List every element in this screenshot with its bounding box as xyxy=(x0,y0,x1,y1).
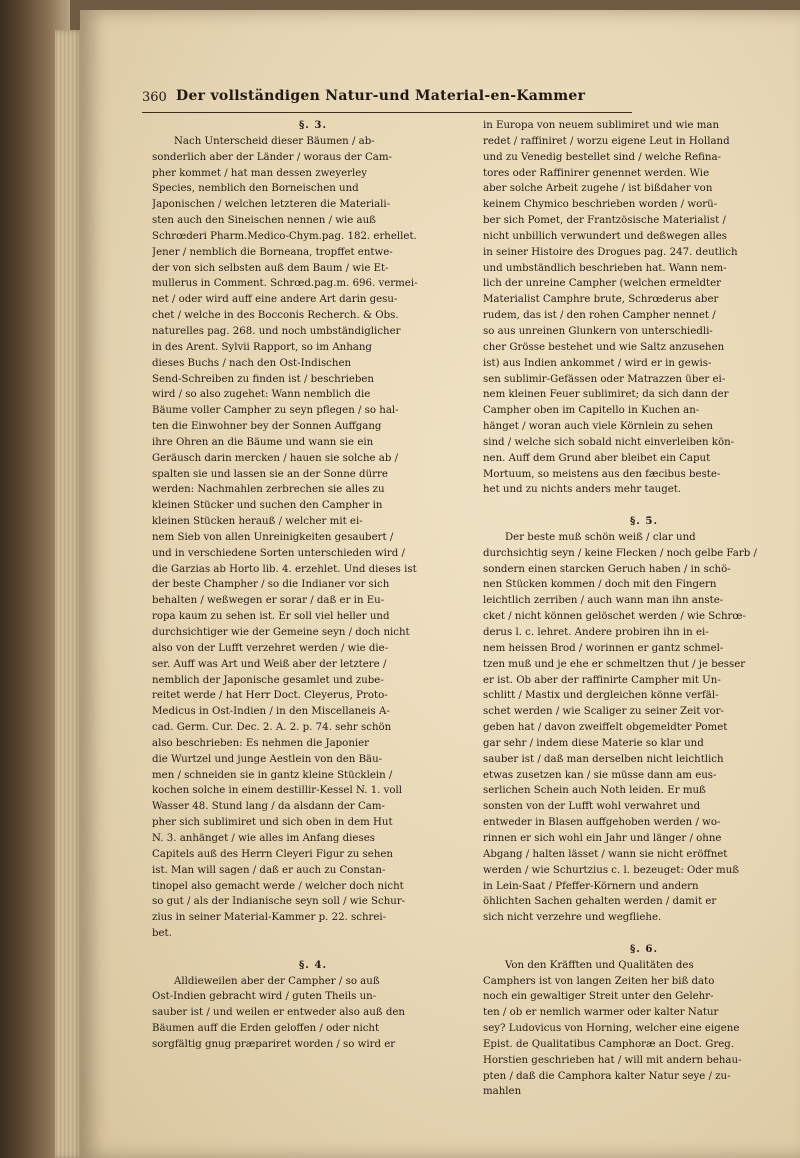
section-heading: §. 4. xyxy=(298,958,328,971)
text-line: ihre Ohren an die Bäume und wann sie ein xyxy=(152,436,374,448)
text-line: Materialist Camphre brute, Schrœderus aber xyxy=(483,294,719,306)
text-line: spalten sie und lassen sie an der Sonne dürre xyxy=(152,468,388,480)
text-line: tzen muß und je ehe er schmeltzen thut / je besser xyxy=(483,658,746,670)
header-rule xyxy=(142,112,632,113)
text-line: mullerus in Comment. Schrœd.pag.m. 696. vermei- xyxy=(152,278,418,290)
section-heading: §. 6. xyxy=(629,942,659,955)
text-line: keinem Chymico beschrieben worden / worü- xyxy=(483,199,718,211)
text-line: sonderlich aber der Länder / woraus der Cam- xyxy=(152,151,392,163)
text-line: Capitels auß des Herrn Cleyeri Figur zu sehen xyxy=(152,848,393,860)
text-line: Medicus in Ost-Indien / in den Miscellaneis A- xyxy=(152,706,390,718)
text-line: noch ein gewaltiger Streit unter den Gelehr- xyxy=(483,991,714,1003)
text-line: ist. Man will sagen / daß er auch zu Constan- xyxy=(152,864,386,876)
text-line: also von der Lufft verzehret werden / wie die- xyxy=(152,642,389,654)
running-header xyxy=(142,88,642,110)
text-line: nemblich der Japonische gesamlet und zube- xyxy=(152,674,384,686)
text-line: pten / daß die Camphora kalter Natur seye / zu- xyxy=(483,1070,731,1082)
text-line: net / oder wird auff eine andere Art darin gesu- xyxy=(152,294,398,306)
text-line: Horstien geschrieben hat / will mit andern behau- xyxy=(483,1054,742,1066)
running-title: Der vollständigen Natur-und Material-en-Kammer xyxy=(176,88,586,104)
text-line: sorgfältig gnug præpariret worden / so wird er xyxy=(152,1038,396,1050)
text-line: Von den Kräfften und Qualitäten des xyxy=(505,959,694,971)
right-text-column xyxy=(483,118,800,1100)
text-line: chet / welche in des Bocconis Recherch. & Obs. xyxy=(152,310,399,322)
blank-line xyxy=(483,926,800,942)
text-line: etwas zusetzen kan / sie müsse dann am eus- xyxy=(483,769,717,781)
text-line: und zu Venedig bestellet sind / welche Refina- xyxy=(483,151,721,163)
text-line: sten auch den Sineischen nennen / wie auß xyxy=(152,215,376,227)
text-line: tores oder Raffinirer genennet werden. Wie xyxy=(483,167,710,179)
text-line: redet / raffiniret / worzu eigene Leut in Holland xyxy=(483,135,730,147)
text-line: Wasser 48. Stund lang / da alsdann der Cam- xyxy=(152,801,385,813)
text-line: die Wurtzel und junge Aestlein von den Bäu- xyxy=(152,753,383,765)
text-line: geben hat / davon zweiffelt obgemeldter Pomet xyxy=(483,722,728,734)
text-line: Nach Unterscheid dieser Bäumen / ab- xyxy=(174,135,375,147)
text-line: dieses Buchs / nach den Ost-Indischen xyxy=(152,357,352,369)
text-line: derus l. c. lehret. Andere probiren ihn in ei- xyxy=(483,627,709,638)
text-line: sauber ist / daß man derselben nicht leichtlich xyxy=(483,753,724,765)
text-line: hänget / woran auch viele Körnlein zu sehen xyxy=(483,421,713,433)
text-line: gar sehr / indem diese Materie so klar und xyxy=(483,737,704,749)
text-line: bet. xyxy=(152,928,172,940)
text-line: Mortuum, so meistens aus den fæcibus beste- xyxy=(483,468,721,480)
text-line: mahlen xyxy=(483,1086,522,1098)
text-line: sey? Ludovicus von Horning, welcher eine eigene xyxy=(483,1023,740,1035)
text-line: cket / nicht können gelöschet werden / wie Schrœ- xyxy=(483,611,746,623)
text-line: rudem, das ist / den rohen Campher nennet / xyxy=(483,310,716,322)
text-line: nicht unbillich verwundert und deßwegen alles xyxy=(483,230,728,242)
text-line: nem heissen Brod / worinnen er gantz schmel- xyxy=(483,642,724,654)
text-line: sonsten von der Lufft wohl verwahret und xyxy=(483,801,701,813)
text-line: die Garzias ab Horto lib. 4. erzehlet. Und dieses ist xyxy=(152,563,417,575)
text-line: zius in seiner Material-Kammer p. 22. schrei- xyxy=(152,912,387,924)
text-line: pher kommet / hat man dessen zweyerley xyxy=(152,167,368,179)
text-line: so gut / als der Indianische seyn soll / wie Schur- xyxy=(152,896,406,908)
text-line: ist) aus Indien ankommet / wird er in gewis- xyxy=(483,357,712,369)
text-line: werden / wie Schurtzius c. l. bezeuget: Oder muß xyxy=(483,864,740,876)
text-line: Jener / nemblich die Borneana, tropffet entwe- xyxy=(152,246,393,258)
text-line: Bäume voller Campher zu seyn pflegen / so hal- xyxy=(152,405,399,417)
text-line: reitet werde / hat Herr Doct. Cleyerus, Proto- xyxy=(152,690,388,702)
text-line: Japonischen / welchen letzteren die Materiali- xyxy=(152,199,391,211)
text-line: Campher oben im Capitello in Kuchen an- xyxy=(483,405,700,417)
text-line: sind / welche sich sobald nicht einverleiben kön- xyxy=(483,436,735,448)
text-line: so aus unreinen Glunkern von unterschiedli- xyxy=(483,325,713,337)
text-line: rinnen er sich wohl ein Jahr und länger / ohne xyxy=(483,832,722,844)
text-line: kleinen Stücker und suchen den Campher in xyxy=(152,500,383,512)
text-line: sondern einen starcken Geruch haben / in schö- xyxy=(483,563,731,575)
text-line: pher sich sublimiret und sich oben in dem Hut xyxy=(152,817,393,829)
text-line: ser. Auff was Art und Weiß aber der letztere / xyxy=(152,658,387,670)
text-line: cad. Germ. Cur. Dec. 2. A. 2. p. 74. sehr schön xyxy=(152,722,392,734)
text-line: in Europa von neuem sublimiret und wie man xyxy=(483,120,720,131)
text-line: Species, nemblich den Borneischen und xyxy=(152,183,359,195)
text-line: nen Stücken kommen / doch mit den Fingern xyxy=(483,579,717,591)
text-line: Geräusch darin mercken / hauen sie solche ab / xyxy=(152,452,399,464)
text-line: nem Sieb von allen Unreinigkeiten gesaubert / xyxy=(152,531,394,543)
text-line: Send-Schreiben zu finden ist / beschrieben xyxy=(152,373,374,385)
text-line: und in verschiedene Sorten unterschieden wird / xyxy=(152,547,405,559)
section-heading: §. 5. xyxy=(629,515,659,528)
text-line: tinopel also gemacht werde / welcher doch nicht xyxy=(152,880,404,892)
text-line: Camphers ist von langen Zeiten her biß dato xyxy=(483,975,715,987)
text-line: entweder in Blasen auffgehoben werden / wo- xyxy=(483,817,721,829)
text-line: leichtlich zerriben / auch wann man ihn anste- xyxy=(483,595,724,607)
text-line: durchsichtig seyn / keine Flecken / noch gelbe Farb / xyxy=(483,547,757,559)
text-line: der beste Champher / so die Indianer vor sich xyxy=(152,579,390,591)
text-line: wird / so also zugehet: Wann nemblich die xyxy=(152,389,371,401)
left-text-column xyxy=(152,118,474,1053)
text-line: cher Grösse bestehet und wie Saltz anzusehen xyxy=(483,341,725,353)
text-line: Schrœderi Pharm.Medico-Chym.pag. 182. erhellet. xyxy=(152,230,417,242)
text-line: ber sich Pomet, der Frantzösische Materialist / xyxy=(483,215,726,227)
text-line: het und zu nichts anders mehr tauget. xyxy=(483,484,682,496)
text-line: Epist. de Qualitatibus Camphoræ an Doct. Greg. xyxy=(483,1038,735,1050)
section-heading: §. 3. xyxy=(298,119,328,131)
blank-line xyxy=(483,498,800,514)
text-line: sauber ist / und weilen er entweder also auß den xyxy=(152,1007,405,1019)
text-line: Ost-Indien gebracht wird / guten Theils un- xyxy=(152,991,377,1003)
text-line: ropa kaum zu sehen ist. Er soll viel heller und xyxy=(152,611,390,623)
text-line: N. 3. anhänget / wie alles im Anfang dieses xyxy=(152,832,375,844)
text-line: sen sublimir-Gefässen oder Matrazzen über ei- xyxy=(483,373,726,385)
text-line: kochen solche in einem destillir-Kessel N. 1. voll xyxy=(152,785,403,797)
text-line: serlichen Schein auch Noth leiden. Er muß xyxy=(483,785,706,797)
text-line: kleinen Stücken herauß / welcher mit ei- xyxy=(152,516,363,528)
text-line: in seiner Histoire des Drogues pag. 247. deutlich xyxy=(483,246,738,258)
text-line: sich nicht verzehre und wegfliehe. xyxy=(483,912,662,924)
text-line: lich der unreine Campher (welchen ermeldter xyxy=(483,278,721,290)
text-line: werden: Nachmahlen zerbrechen sie alles zu xyxy=(152,484,385,496)
text-line: naturelles pag. 268. und noch umbständiglicher xyxy=(152,325,401,337)
text-line: behalten / weßwegen er sorar / daß er in Eu- xyxy=(152,595,385,607)
text-line: Der beste muß schön weiß / clar und xyxy=(505,531,696,543)
text-line: nen. Auff dem Grund aber bleibet ein Caput xyxy=(483,452,711,464)
text-line: und umbständlich beschrieben hat. Wann nem- xyxy=(483,262,727,274)
text-line: men / schneiden sie in gantz kleine Stücklein / xyxy=(152,769,393,781)
text-line: schet werden / wie Scaliger zu seiner Zeit vor- xyxy=(483,706,724,718)
text-line: er ist. Ob aber der raffinirte Campher mit Un- xyxy=(483,674,721,686)
text-line: also beschrieben: Es nehmen die Japonier xyxy=(152,737,370,749)
text-line: öhlichten Sachen gehalten werden / damit er xyxy=(483,896,717,908)
text-line: durchsichtiger wie der Gemeine seyn / doch nicht xyxy=(152,627,410,638)
text-line: in des Arent. Sylvii Rapport, so im Anhang xyxy=(152,341,372,353)
text-line: in Lein-Saat / Pfeffer-Körnern und andern xyxy=(483,880,699,892)
text-line: Bäumen auff die Erden geloffen / oder nicht xyxy=(152,1023,380,1035)
page-number: 360 xyxy=(142,90,167,105)
text-line: ten die Einwohner bey der Sonnen Auffgang xyxy=(152,421,382,433)
text-line: aber solche Arbeit zugehe / ist bißdaher von xyxy=(483,183,713,195)
page-edges xyxy=(55,30,83,1158)
text-line: der von sich selbsten auß dem Baum / wie Et- xyxy=(152,262,389,274)
text-line: nem kleinen Feuer sublimiret; da sich dann der xyxy=(483,389,729,401)
text-line: Abgang / halten lässet / wann sie nicht eröffnet xyxy=(483,848,728,860)
text-line: schlitt / Mastix und dergleichen könne verfäl- xyxy=(483,690,719,702)
blank-line xyxy=(152,942,474,958)
text-line: Alldieweilen aber der Campher / so auß xyxy=(174,975,380,987)
text-line: ten / ob er nemlich warmer oder kalter Natur xyxy=(483,1007,719,1019)
